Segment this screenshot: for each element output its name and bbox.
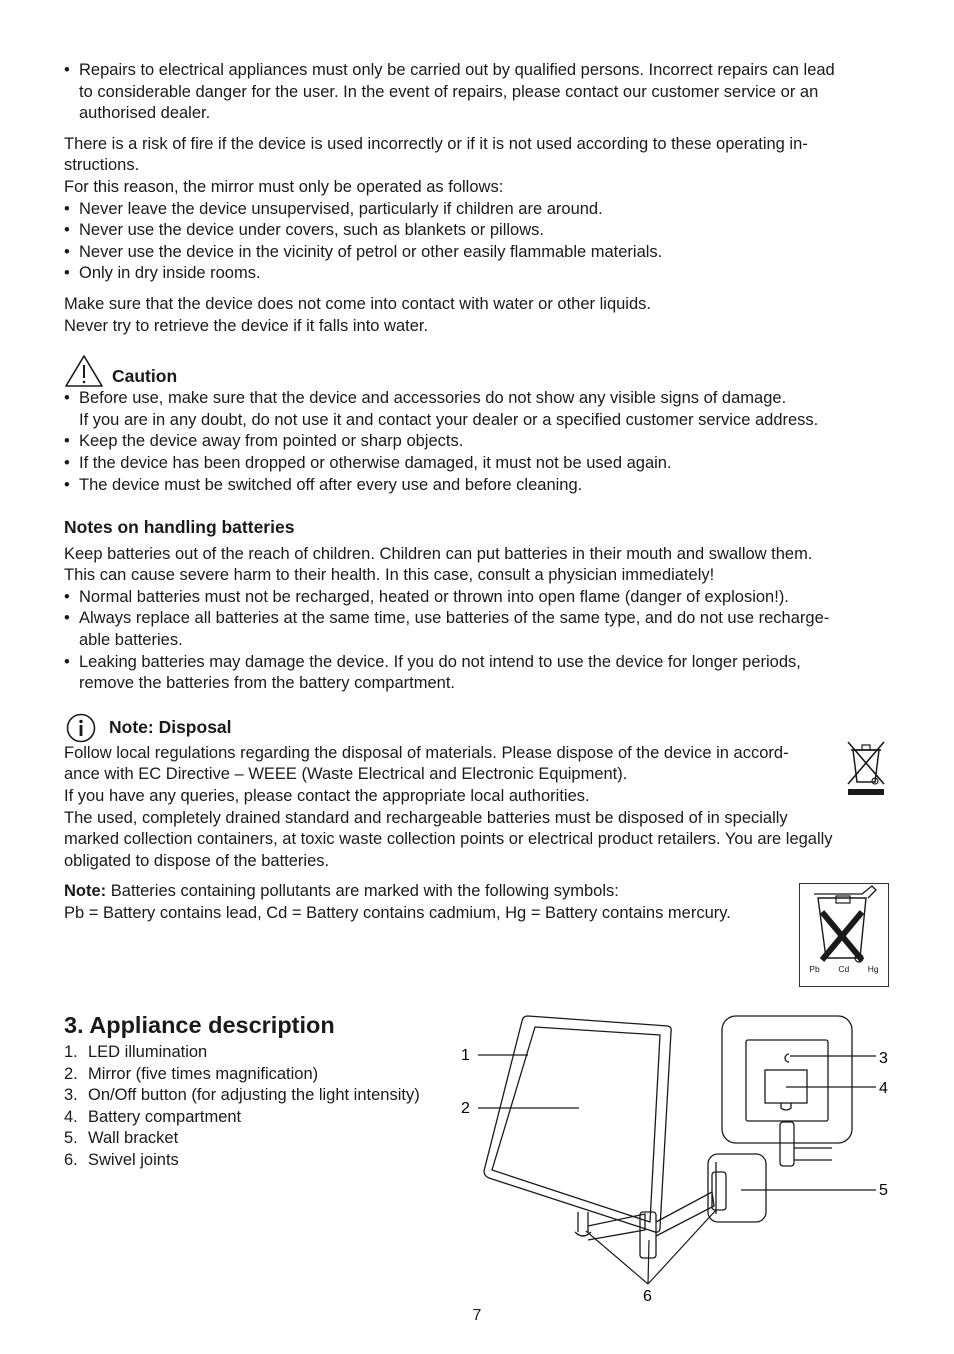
- item-number: 4.: [64, 1107, 78, 1126]
- crossed-bin-icon: [800, 884, 888, 970]
- callout-3: 3: [879, 1050, 888, 1067]
- caution-bullet: • If the device has been dropped or otherwise damaged, it must not be used again.: [64, 453, 889, 475]
- battery-symbols-block: [64, 881, 889, 987]
- list-item: [64, 1150, 420, 1172]
- note-text: Batteries containing pollutants are marked with the following symbols:: [106, 882, 619, 901]
- fire-bullet: • Only in dry inside rooms.: [64, 263, 889, 285]
- caution-heading: [64, 354, 889, 388]
- callout-4: 4: [879, 1080, 888, 1097]
- section-title: 3. Appliance description: [64, 1012, 335, 1038]
- note-label: Note:: [64, 882, 107, 901]
- batteries-block: [64, 544, 889, 695]
- batteries-intro-1: Keep batteries out of the reach of children. Children can put batteries in their mouth and swallow them.: [64, 544, 813, 563]
- list-item: [64, 1042, 420, 1064]
- fire-bullet: • Never leave the device unsupervised, particularly if children are around.: [64, 199, 889, 221]
- batteries-bullet-cont: able batteries.: [79, 631, 183, 650]
- caution-bullet: • Keep the device away from pointed or sharp objects.: [64, 431, 889, 453]
- repairs-line-1: • Repairs to electrical appliances must only be carried out by qualified persons. Incorrect repairs can lead: [64, 60, 889, 82]
- weee-bin-icon: [843, 738, 889, 796]
- parts-list: [64, 1042, 420, 1172]
- callout-lines: [478, 1055, 876, 1284]
- disposal-line: marked collection containers, at toxic waste collection points or electrical product retailers. You are legally: [64, 830, 833, 849]
- disposal-line: If you have any queries, please contact the appropriate local authorities.: [64, 787, 590, 806]
- caution-title: Caution: [112, 365, 178, 386]
- disposal-heading: [64, 713, 889, 743]
- disposal-block: [64, 743, 889, 873]
- appliance-description: [64, 1010, 420, 1172]
- battery-note-line: [64, 881, 731, 903]
- fire-line-2: structions.: [64, 156, 140, 175]
- water-line-2: Never try to retrieve the device if it falls into water.: [64, 316, 429, 335]
- item-label: Wall bracket: [88, 1129, 179, 1148]
- fire-bullet: • Never use the device in the vicinity of petrol or other easily flammable materials.: [64, 242, 889, 264]
- info-icon: [64, 713, 100, 743]
- disposal-line: Follow local regulations regarding the disposal of materials. Please dispose of the device in accord-: [64, 743, 789, 762]
- batteries-heading: [64, 517, 889, 540]
- mirror-diagram: [455, 1010, 900, 1310]
- disposal-line: ance with EC Directive – WEEE (Waste Electrical and Electronic Equipment).: [64, 765, 628, 784]
- batteries-intro-2: This can cause severe harm to their health. In this case, consult a physician immediately!: [64, 566, 715, 585]
- disposal-title: Note: Disposal: [109, 717, 232, 738]
- list-item: [64, 1064, 420, 1086]
- repairs-line-3: authorised dealer.: [79, 104, 211, 123]
- item-number: 2.: [64, 1064, 78, 1083]
- callout-1: 1: [461, 1047, 470, 1064]
- batteries-bullet: • Normal batteries must not be recharged, heated or thrown into open flame (danger of explosion!).: [64, 587, 889, 609]
- list-item: [64, 1085, 420, 1107]
- page-number: 7: [472, 1307, 482, 1324]
- item-label: Mirror (five times magnification): [88, 1064, 319, 1083]
- callout-2: 2: [461, 1100, 470, 1117]
- disposal-line: The used, completely drained standard and rechargeable batteries must be disposed of in specially: [64, 808, 788, 827]
- caution-bullet: • Before use, make sure that the device and accessories do not show any visible signs of damage.: [64, 388, 889, 410]
- fire-line-3: For this reason, the mirror must only be operated as follows:: [64, 177, 504, 196]
- battery-symbols-text: [64, 881, 731, 924]
- batteries-bullet: • Always replace all batteries at the same time, use batteries of the same type, and do not use recharge-: [64, 608, 889, 630]
- water-line-1: Make sure that the device does not come into contact with water or other liquids.: [64, 294, 651, 313]
- water-block: [64, 294, 889, 337]
- batteries-bullet: • Leaking batteries may damage the device. If you do not intend to use the device for longer periods,: [64, 652, 889, 674]
- callout-6: 6: [643, 1288, 652, 1305]
- fire-risk-block: [64, 134, 889, 285]
- warning-triangle-icon: [64, 354, 104, 388]
- list-item: [64, 1128, 420, 1150]
- mirror-back: [708, 1016, 852, 1222]
- item-label: LED illumination: [88, 1043, 208, 1061]
- item-number: 5.: [64, 1129, 78, 1148]
- fire-line-1: There is a risk of fire if the device is used incorrectly or if it is not used according to these operating in-: [64, 134, 808, 153]
- item-number: 6.: [64, 1150, 78, 1169]
- item-label: On/Off button (for adjusting the light intensity): [88, 1086, 420, 1105]
- callout-5: 5: [879, 1182, 888, 1199]
- batteries-bullet-cont: remove the batteries from the battery compartment.: [79, 674, 455, 693]
- symbol-labels: [800, 959, 888, 981]
- item-number: 1.: [64, 1043, 78, 1061]
- item-label: Battery compartment: [88, 1107, 242, 1126]
- item-number: 3.: [64, 1086, 78, 1105]
- repairs-line-2: to considerable danger for the user. In the event of repairs, please contact our customer service or an: [79, 82, 819, 101]
- fire-bullet: • Never use the device under covers, such as blankets or pillows.: [64, 220, 889, 242]
- mirror-front: [484, 1016, 714, 1258]
- symbol-pb: Pb: [809, 963, 820, 974]
- list-item: [64, 1107, 420, 1129]
- page-body: [64, 60, 889, 987]
- repairs-bullet: [64, 60, 889, 125]
- item-label: Swivel joints: [88, 1150, 179, 1169]
- battery-symbol-box: [799, 883, 889, 987]
- symbols-line: Pb = Battery contains lead, Cd = Battery contains cadmium, Hg = Battery contains mercury.: [64, 904, 731, 922]
- caution-list: [64, 388, 889, 496]
- batteries-title: Notes on handling batteries: [64, 517, 295, 538]
- symbol-hg: Hg: [867, 963, 879, 974]
- disposal-line: obligated to dispose of the batteries.: [64, 851, 330, 870]
- symbol-cd: Cd: [838, 963, 850, 974]
- caution-bullet: • The device must be switched off after every use and before cleaning.: [64, 475, 889, 497]
- caution-bullet-cont: If you are in any doubt, do not use it and contact your dealer or a specified customer service address.: [79, 410, 819, 429]
